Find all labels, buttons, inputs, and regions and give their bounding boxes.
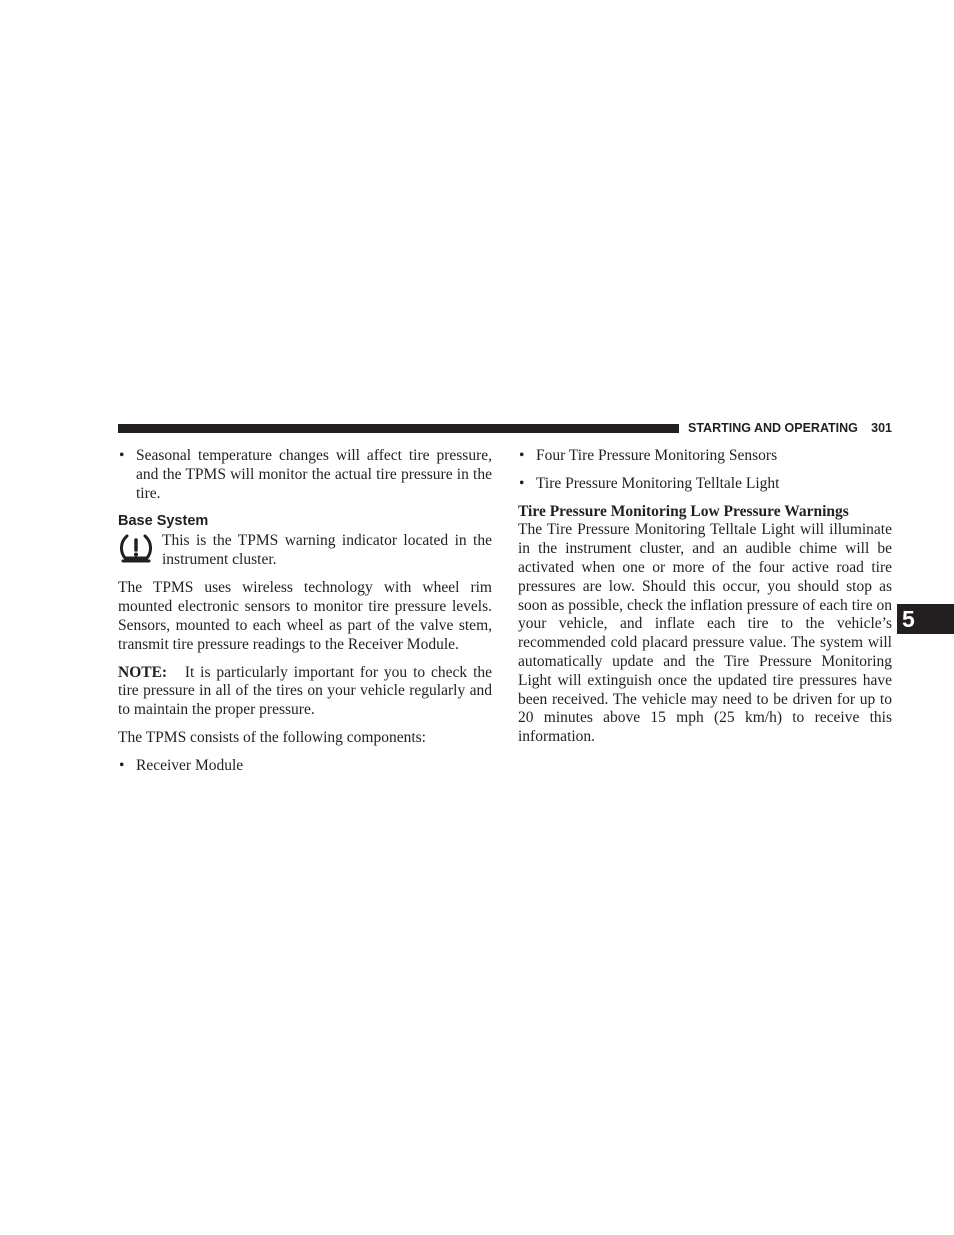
bullet-text: Seasonal temperature changes will affect tire pressure, and the TPMS will monitor the actual tire pressure in the tire. xyxy=(136,447,492,502)
bullet-icon: • xyxy=(519,447,525,464)
body-paragraph: The TPMS uses wireless technology with wheel rim mounted electronic sensors to monitor tire pressure levels. Sensors, mounted to each wheel as part of the valve stem, transmit tire pressure readings to the Receiver Module. xyxy=(118,579,492,653)
right-column xyxy=(518,447,892,747)
body-paragraph: The TPMS consists of the following components: xyxy=(118,728,426,746)
tpms-warning-icon xyxy=(118,532,154,564)
indicator-row xyxy=(118,532,492,570)
bullet-icon: • xyxy=(519,474,525,492)
chapter-tab: 5 xyxy=(897,604,954,634)
section-title: STARTING AND OPERATING xyxy=(688,421,858,435)
page-number: 301 xyxy=(871,421,892,435)
bullet-icon: • xyxy=(119,447,125,464)
header-rule xyxy=(118,424,679,433)
bullet-item xyxy=(118,757,492,776)
bullet-item xyxy=(518,475,892,494)
left-column xyxy=(118,447,492,776)
bullet-text: Four Tire Pressure Monitoring Sensors xyxy=(536,447,778,464)
note-text: It is particularly important for you to check the tire pressure in all of the tires on your vehicle regularly and to maintain the proper pressure. xyxy=(118,663,493,719)
bullet-item xyxy=(518,447,892,466)
bullet-icon: • xyxy=(119,756,125,774)
body-paragraph: The Tire Pressure Monitoring Telltale Light will illuminate in the instrument cluster, and an audible chime will be activated when one or more of the four active road tire pressures are low. Should this occur, you should stop as soon as possible, check the inflation pressure of each tire on your vehicle, and inflate each tire to the vehicle’s recommended cold placard pressure value. The system will automatically update and the Tire Pressure Monitoring Light will extinguish once the updated tire pressures have been received. The vehicle may need to be driven for up to 20 minutes above 15 mph (25 km/h) to receive this information. xyxy=(518,521,892,746)
running-header xyxy=(688,419,892,437)
note-paragraph xyxy=(118,664,492,720)
indicator-description: This is the TPMS warning indicator located in the instrument cluster. xyxy=(162,532,492,569)
section-heading: Base System xyxy=(118,513,209,530)
note-label: NOTE: xyxy=(118,663,168,681)
bullet-text: Receiver Module xyxy=(136,756,244,774)
section-heading: Tire Pressure Monitoring Low Pressure Warnings xyxy=(518,502,849,520)
bullet-text: Tire Pressure Monitoring Telltale Light xyxy=(536,474,780,492)
bullet-item xyxy=(118,447,492,503)
